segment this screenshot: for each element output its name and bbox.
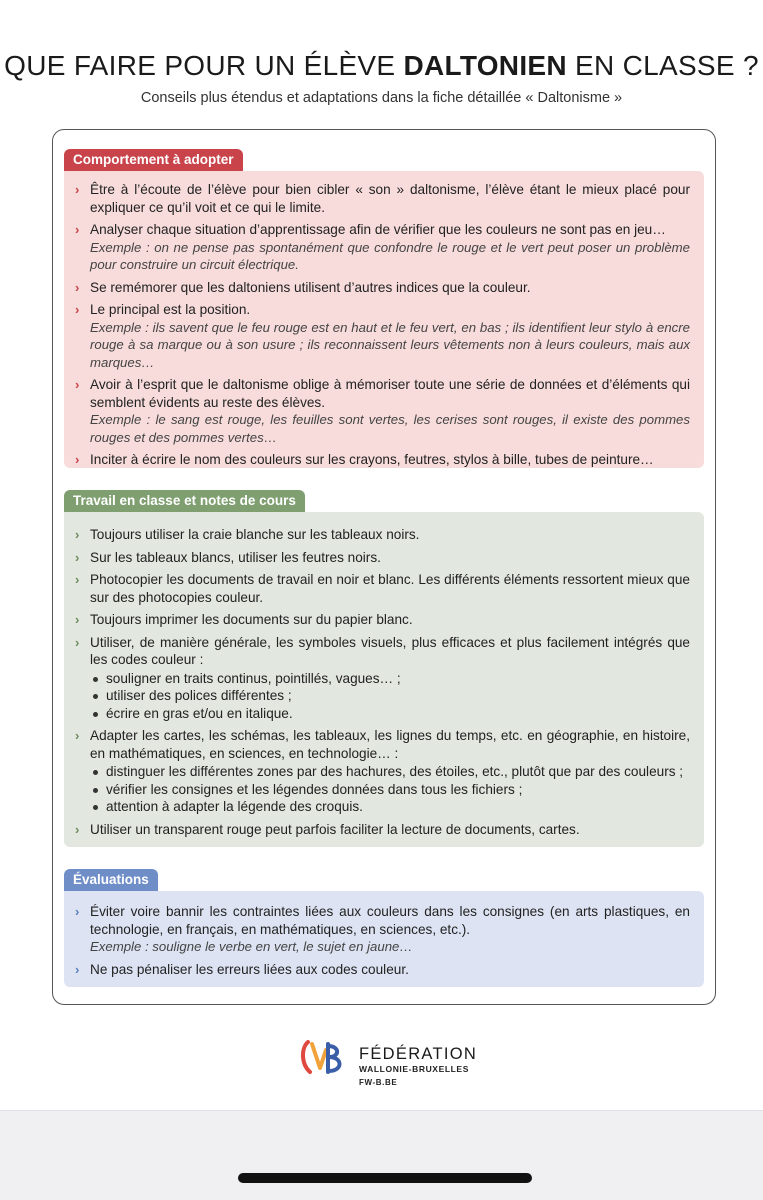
title-prefix: QUE FAIRE POUR UN ÉLÈVE (4, 50, 404, 81)
page-title (0, 50, 763, 82)
item-text: Éviter voire bannir les contraintes liées aux couleurs dans les consignes (en arts plastiques, en technologie, en français, en mathématiques, en sciences, etc.). (90, 904, 690, 937)
federation-logo[interactable] (298, 1038, 478, 1090)
logo-url: FW-B.BE (359, 1078, 398, 1087)
item-text: Toujours utiliser la craie blanche sur les tableaux noirs. (90, 527, 420, 542)
list-item (74, 727, 690, 816)
list-item (74, 279, 690, 297)
chevron-right-icon: › (75, 634, 80, 650)
item-text: Être à l’écoute de l’élève pour bien cibler « son » daltonisme, l’élève étant le mieux placé pour expliquer ce qu’il voit et ce qui le limite. (90, 182, 690, 215)
chevron-right-icon: › (75, 182, 80, 197)
item-list (74, 181, 690, 469)
item-text: Adapter les cartes, les schémas, les tableaux, les lignes du temps, etc. en géographie, en histoire, en mathématiques, en sciences, en technologie… : (90, 728, 690, 761)
chevron-right-icon: › (75, 302, 80, 317)
title-suffix: EN CLASSE ? (566, 50, 759, 81)
item-list (74, 903, 690, 978)
item-text: Sur les tableaux blancs, utiliser les feutres noirs. (90, 549, 381, 565)
chevron-right-icon: › (75, 527, 80, 542)
item-text: Photocopier les documents de travail en noir et blanc. Les différents éléments ressortent mieux que sur des photocopies couleur. (90, 572, 690, 605)
chevron-right-icon: › (75, 612, 80, 627)
item-text: Ne pas pénaliser les erreurs liées aux codes couleur. (90, 961, 409, 977)
list-item (74, 451, 690, 469)
section-tab: Évaluations (64, 869, 158, 891)
sub-list (90, 763, 690, 816)
section-tab: Travail en classe et notes de cours (64, 490, 305, 512)
item-example: Exemple : souligne le verbe en vert, le sujet en jaune… (90, 939, 413, 954)
logo-name: FÉDÉRATION (359, 1045, 478, 1063)
chevron-right-icon: › (75, 821, 80, 837)
list-item (74, 611, 690, 629)
item-example: Exemple : le sang est rouge, les feuilles sont vertes, les cerises sont rouges, il existe des pommes rouges et des pommes vertes… (90, 412, 690, 445)
item-example: Exemple : ils savent que le feu rouge est en haut et le feu vert, en bas ; ils identifient leur stylo à encre rouge à sa marque ou à son usure ; ils reconnaissent leurs vêtements non à leurs couleurs, mais aux marques… (90, 319, 690, 370)
chevron-right-icon: › (75, 377, 80, 392)
item-text: Analyser chaque situation d’apprentissage afin de vérifier que les couleurs ne sont pas en jeu… (90, 222, 666, 237)
chevron-right-icon: › (75, 572, 80, 587)
list-item (74, 376, 690, 446)
sub-item: vérifier les consignes et les légendes données dans tous les fichiers ; (90, 781, 690, 799)
chevron-right-icon: › (75, 549, 80, 565)
chevron-right-icon: › (75, 728, 80, 743)
item-text: Utiliser, de manière générale, les symboles visuels, plus efficaces et plus facilement intégrés que les codes couleur : (90, 634, 690, 667)
sub-item: distinguer les différentes zones par des hachures, des étoiles, etc., plutôt que par des couleurs ; (90, 763, 690, 781)
section-box (64, 891, 704, 987)
sub-item: attention à adapter la légende des croquis. (90, 798, 690, 816)
list-item (74, 526, 690, 544)
item-example: Exemple : on ne pense pas spontanément que confondre le rouge et le vert peut poser un problème pour construire un circuit électrique. (90, 239, 690, 272)
fwb-logo-icon (298, 1038, 350, 1078)
logo-subtitle: WALLONIE-BRUXELLES (359, 1064, 469, 1074)
item-list (74, 526, 690, 838)
home-indicator[interactable] (238, 1173, 532, 1183)
chevron-right-icon: › (75, 279, 80, 295)
section-tab: Comportement à adopter (64, 149, 243, 171)
chevron-right-icon: › (75, 961, 80, 977)
chevron-right-icon: › (75, 452, 80, 467)
chevron-right-icon: › (75, 222, 80, 237)
item-text: Se remémorer que les daltoniens utilisent d’autres indices que la couleur. (90, 279, 531, 295)
item-text: Utiliser un transparent rouge peut parfois faciliter la lecture de documents, cartes. (90, 821, 580, 837)
item-text: Toujours imprimer les documents sur du papier blanc. (90, 612, 413, 627)
viewer-bottom-bar (0, 1110, 763, 1200)
sub-item: utiliser des polices différentes ; (90, 687, 690, 705)
title-bold: DALTONIEN (403, 50, 567, 81)
sub-list (90, 670, 690, 723)
sub-item: souligner en traits continus, pointillés, vagues… ; (90, 670, 690, 688)
item-text: Avoir à l’esprit que le daltonisme oblige à mémoriser toute une série de données et d’éléments qui semblent évidents au reste des élèves. (90, 377, 690, 410)
list-item (74, 549, 690, 567)
sub-item: écrire en gras et/ou en italique. (90, 705, 690, 723)
item-text: Inciter à écrire le nom des couleurs sur les crayons, feutres, stylos à bille, tubes de peinture… (90, 452, 654, 467)
section-box (64, 171, 704, 468)
item-text: Le principal est la position. (90, 302, 251, 317)
list-item (74, 221, 690, 274)
list-item (74, 821, 690, 839)
list-item (74, 903, 690, 956)
list-item (74, 301, 690, 371)
list-item (74, 634, 690, 723)
list-item (74, 181, 690, 216)
chevron-right-icon: › (75, 904, 80, 919)
page-subtitle: Conseils plus étendus et adaptations dans la fiche détaillée « Daltonisme » (140, 90, 623, 106)
section-box (64, 512, 704, 847)
list-item (74, 571, 690, 606)
list-item (74, 961, 690, 979)
